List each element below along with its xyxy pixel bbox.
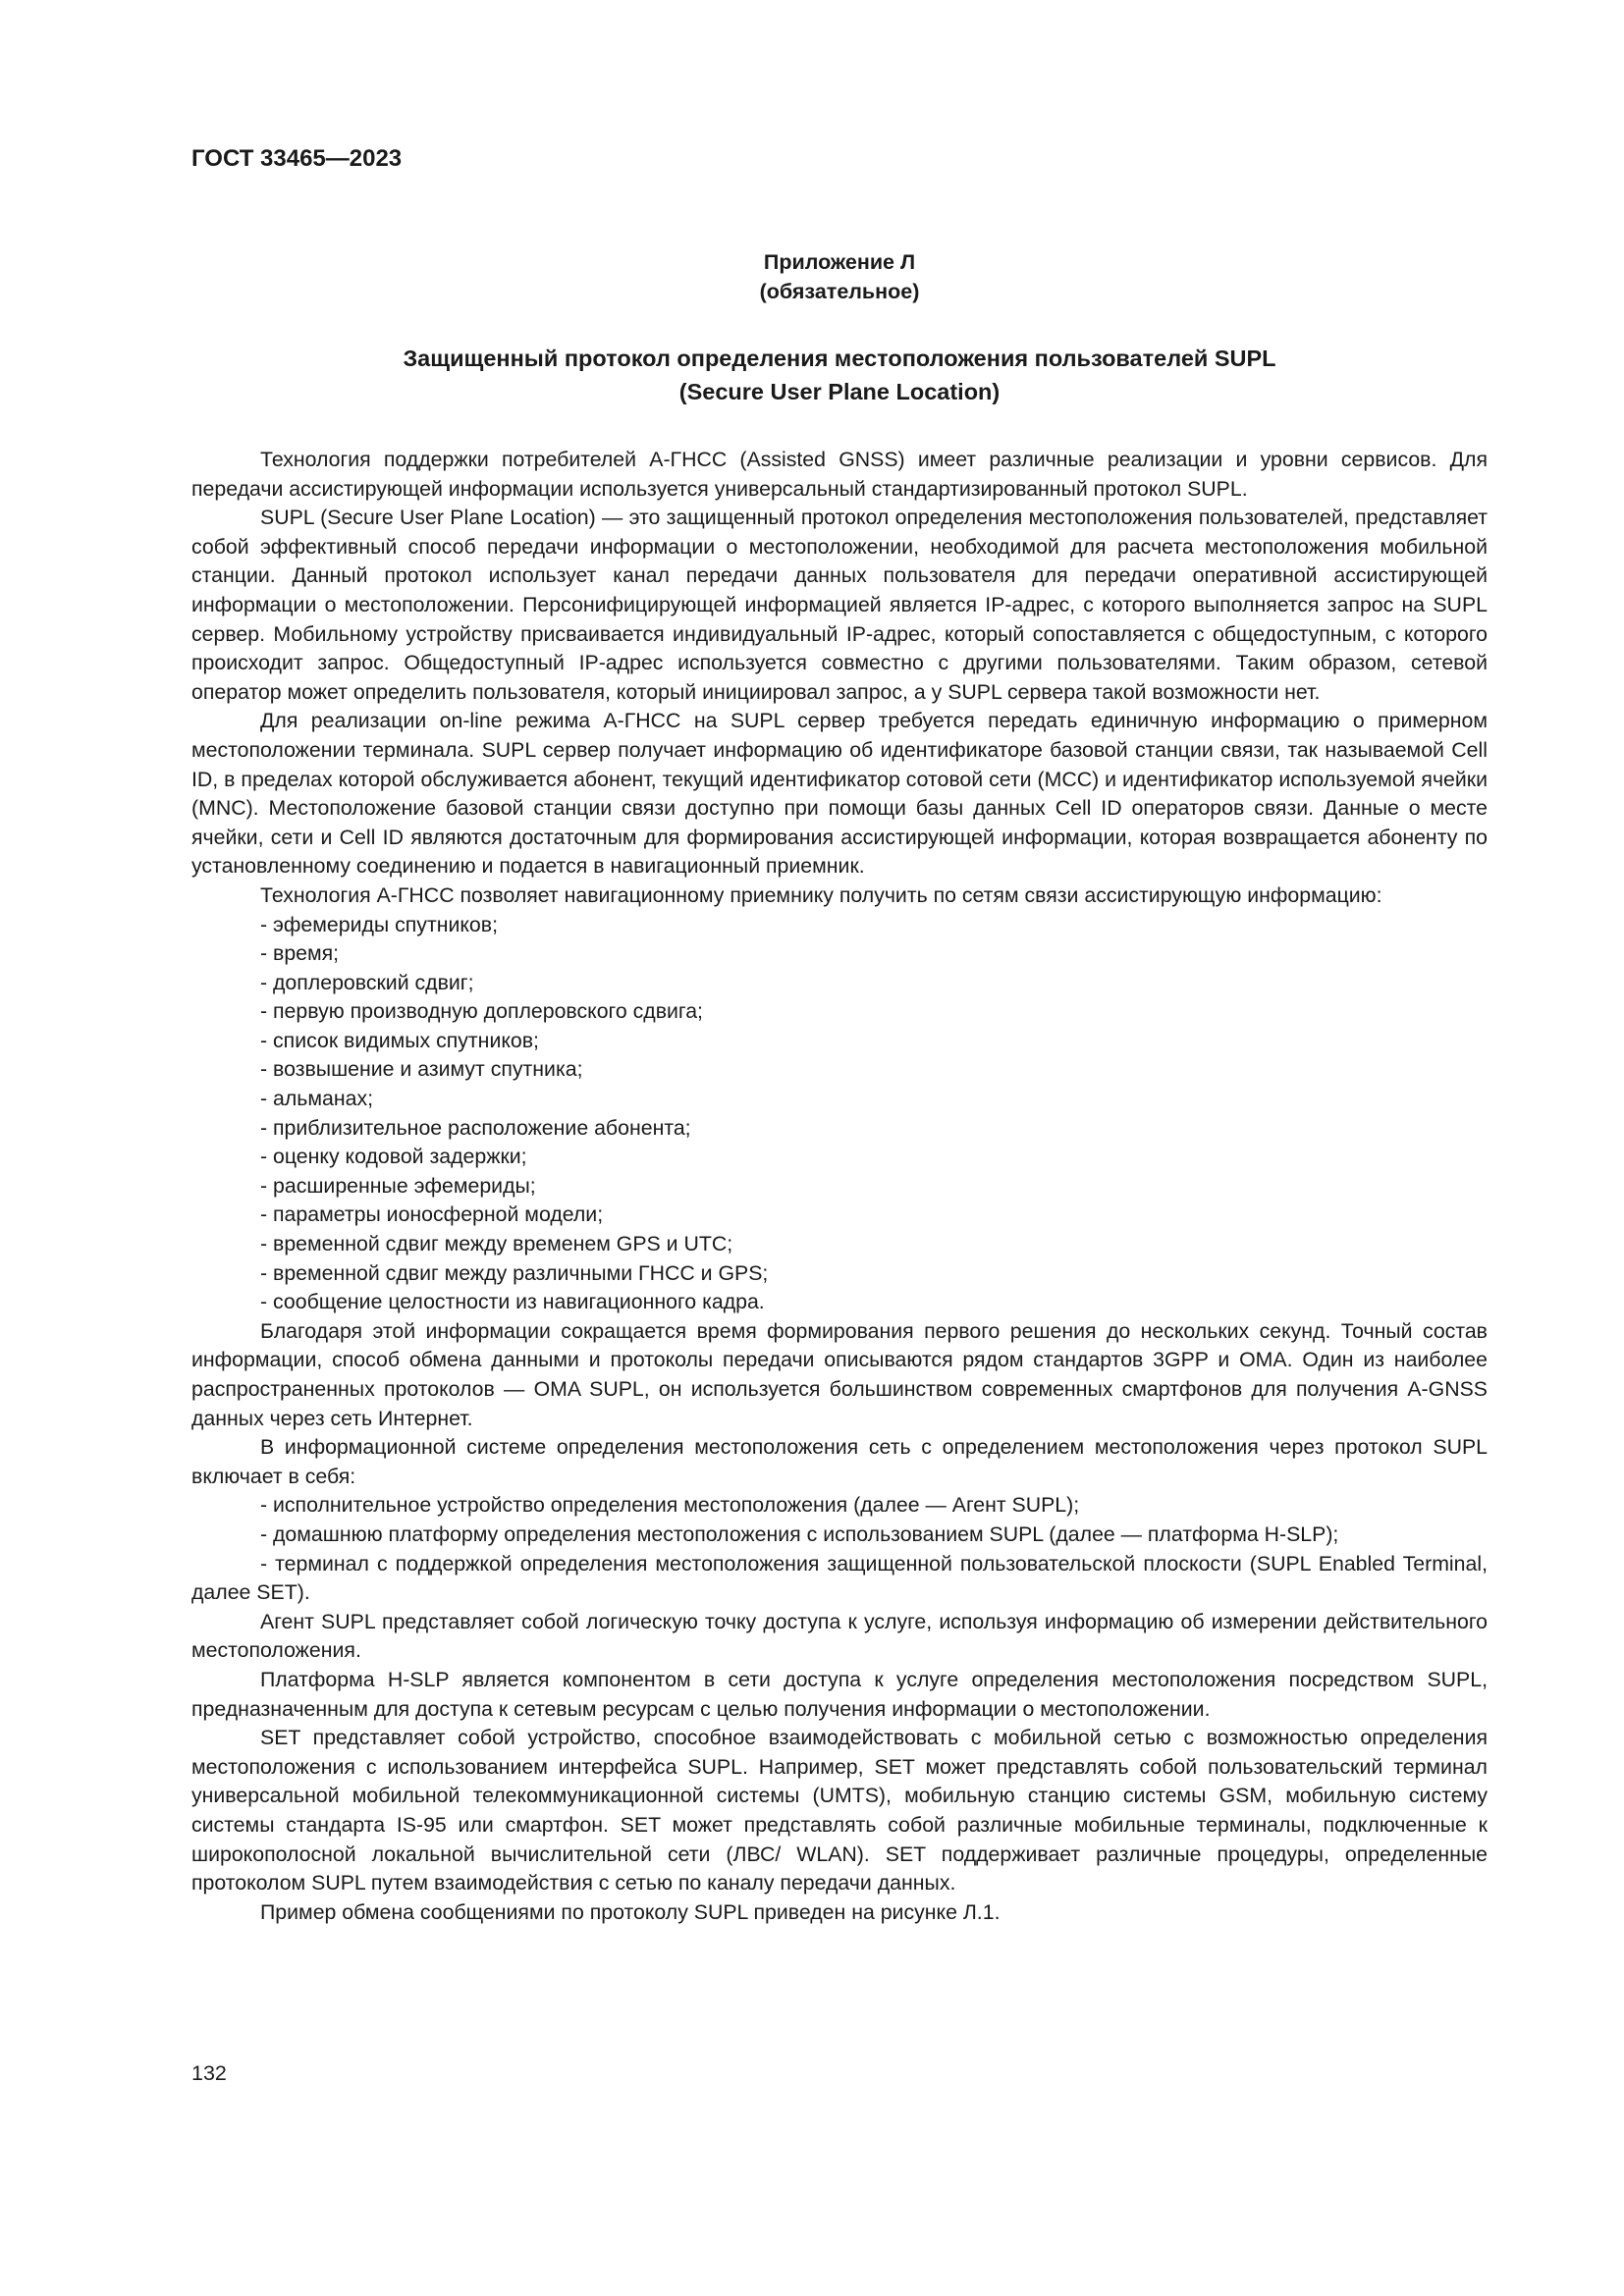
list-item: - временной сдвиг между различными ГНСС и GPS;	[260, 1260, 769, 1285]
list-item: - доплеровский сдвиг;	[260, 970, 474, 994]
paragraph: Платформа H-SLP является компонентом в сети доступа к услуге определения местоположения посредством SUPL, предназначенным для доступа к сетевым ресурсам с целью получения информации о местоположении.	[191, 1667, 1488, 1721]
list-item: - возвышение и азимут спутника;	[260, 1057, 583, 1082]
appendix-status: (обязательное)	[759, 280, 920, 303]
document-title-line-1: Защищенный протокол определения местоположения пользователей SUPL	[403, 346, 1276, 371]
standard-header: ГОСТ 33465—2023	[191, 145, 403, 172]
body-text	[191, 446, 1488, 1927]
paragraph: SUPL (Secure User Plane Location) — это защищенный протокол определения местоположения пользователей, представляет собой эффективный способ передачи информации о местоположении, необходимой для расчета местоположения мобильной станции. Данный протокол использует канал передачи данных пользователя для передачи оперативной ассистирующей информации о местоположении. Персонифицирующей информацией является IP-адрес, с которого выполняется запрос на SUPL сервер. Мобильному устройству присваивается индивидуальный IP-адрес, который сопоставляется с общедоступным, с которого происходит запрос. Общедоступный IP-адрес используется совместно с другими пользователями. Таким образом, сетевой оператор может определить пользователя, который инициировал запрос, а у SUPL сервера такой возможности нет.	[191, 506, 1488, 704]
document-page	[191, 147, 1488, 1927]
paragraph: Технология поддержки потребителей А-ГНСС (Assisted GNSS) имеет различные реализации и уровни сервисов. Для передачи ассистирующей информации используется универсальный стандартизированный протокол SUPL.	[191, 448, 1488, 501]
list-item: - домашнюю платформу определения местоположения с использованием SUPL (далее — платформа H-SLP);	[260, 1522, 1339, 1546]
list-item: - терминал с поддержкой определения местоположения защищенной пользовательской плоскости (SUPL Enabled Terminal, далее SET).	[191, 1551, 1488, 1605]
list-item: - расширенные эфемериды;	[260, 1173, 536, 1198]
paragraph: Благодаря этой информации сокращается время формирования первого решения до нескольких секунд. Точный состав информации, способ обмена данными и протоколы передачи описываются рядом стандартов 3GPP и OMA. Один из наиболее распространенных протоколов — OMA SUPL, он используется большинством современных смартфонов для получения A-GNSS данных через сеть Интернет.	[191, 1318, 1488, 1430]
list-item: - альманах;	[260, 1087, 374, 1111]
paragraph: Агент SUPL представляет собой логическую точку доступа к услуге, используя информацию об измерении действительного местоположения.	[191, 1609, 1488, 1663]
list-item: - список видимых спутников;	[260, 1028, 539, 1052]
page-number: 132	[191, 2061, 227, 2085]
list-item: - сообщение целостности из навигационного кадра.	[260, 1290, 765, 1314]
paragraph: Технология А-ГНСС позволяет навигационному приемнику получить по сетям связи ассистирующую информацию:	[260, 882, 1382, 907]
list-item: - время;	[260, 941, 340, 966]
paragraph: SET представляет собой устройство, способное взаимодействовать с мобильной сетью с возможностью определения местоположения с использованием интерфейса SUPL. Например, SET может представлять собой пользовательский терминал универсальной мобильной телекоммуникационной системы (UMTS), мобильную станцию системы GSM, мобильную систему системы стандарта IS-95 или смартфон. SET может представлять собой различные мобильные терминалы, подключенные к широкополосной локальной вычислительной сети (ЛВС/ WLAN). SET поддерживает различные процедуры, определенные протоколом SUPL путем взаимодействия с сетью по каналу передачи данных.	[191, 1726, 1488, 1896]
paragraph: Пример обмена сообщениями по протоколу SUPL приведен на рисунке Л.1.	[260, 1899, 1001, 1924]
document-title	[191, 342, 1488, 408]
list-item: - параметры ионосферной модели;	[260, 1202, 604, 1227]
document-title-line-2: (Secure User Plane Location)	[678, 379, 1001, 404]
list-item: - приблизительное расположение абонента;	[260, 1115, 691, 1140]
appendix-title: Приложение Л	[763, 250, 916, 274]
appendix-heading	[191, 247, 1488, 306]
list-item: - исполнительное устройство определения местоположения (далее — Агент SUPL);	[260, 1493, 1080, 1518]
assist-info-list	[191, 911, 1488, 1317]
list-item: - оценку кодовой задержки;	[260, 1145, 527, 1169]
list-item: - первую производную доплеровского сдвига;	[260, 999, 703, 1024]
paragraph: Для реализации on-line режима А-ГНСС на SUPL сервер требуется передать единичную информацию о примерном местоположении терминала. SUPL сервер получает информацию об идентификаторе базовой станции связи, так называемой Cell ID, в пределах которой обслуживается абонент, текущий идентификатор сотовой сети (MCC) и идентификатор используемой ячейки (MNC). Местоположение базовой станции связи доступно при помощи базы данных Cell ID операторов связи. Данные о месте ячейки, сети и Cell ID являются достаточным для формирования ассистирующей информации, которая возвращается абоненту по установленному соединению и подается в навигационный приемник.	[191, 709, 1488, 879]
list-item: - эфемериды спутников;	[260, 912, 498, 936]
paragraph: В информационной системе определения местоположения сеть с определением местоположения через протокол SUPL включает в себя:	[191, 1435, 1488, 1488]
list-item: - временной сдвиг между временем GPS и UTC;	[260, 1232, 733, 1256]
